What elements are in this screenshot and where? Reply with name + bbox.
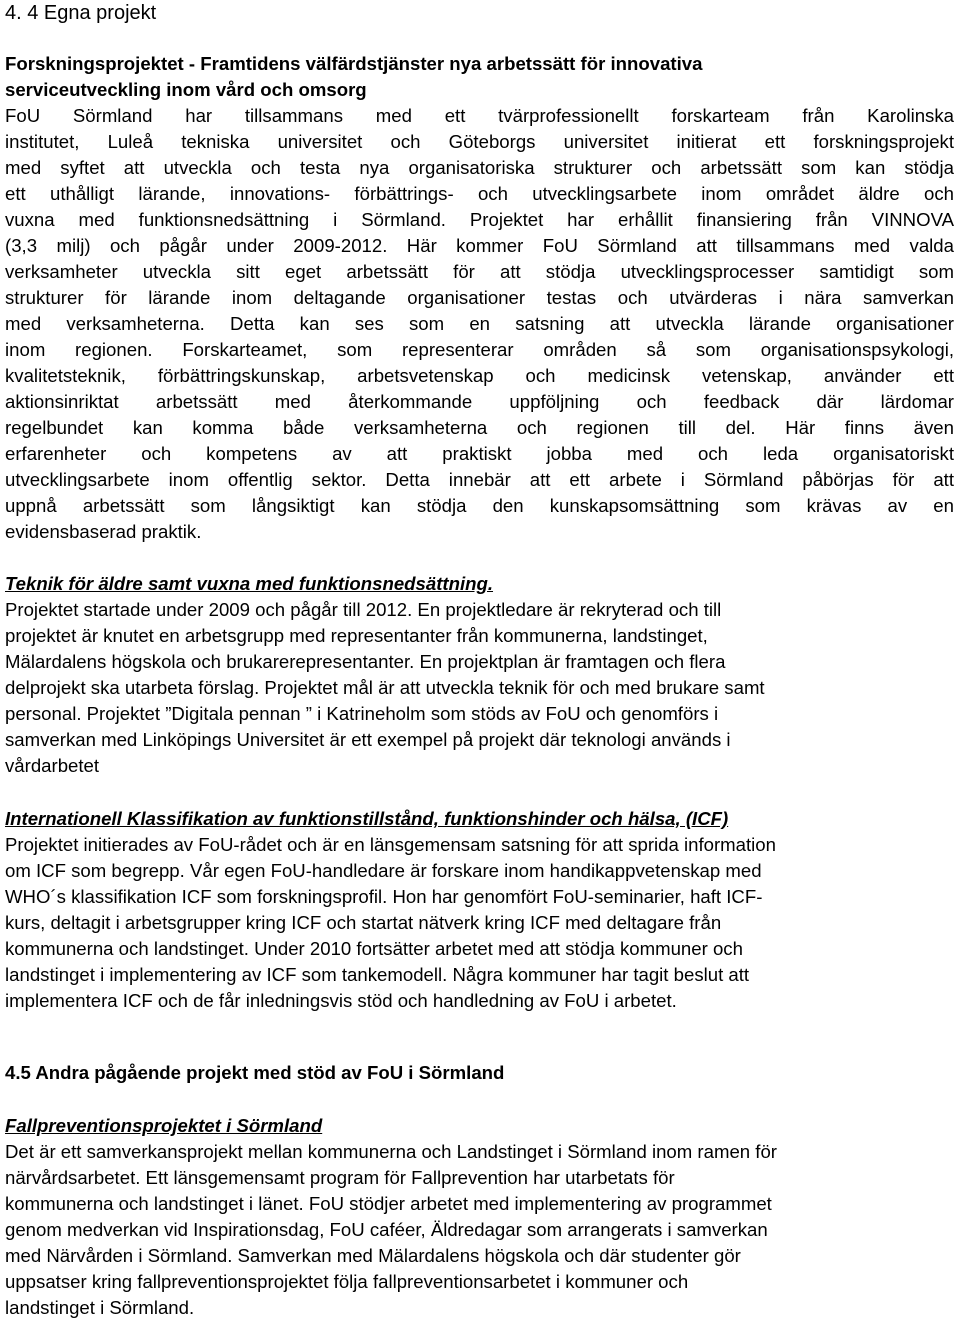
paragraph-line: personal. Projektet ”Digitala pennan ” i Katrineholm som stöds av FoU och genomförs i	[5, 703, 719, 724]
paragraph-line: med Närvården i Sörmland. Samverkan med Mälardalens högskola och där studenter gör	[5, 1245, 741, 1266]
paragraph-line: institutet, Luleå tekniska universitet och Göteborgs universitet initierat ett forskningsprojekt	[5, 131, 954, 152]
paragraph-line: evidensbaserad praktik.	[5, 521, 202, 542]
paragraph-line: landstinget i implementering av ICF som tankemodell. Några kommuner har tagit beslut att	[5, 964, 750, 985]
paragraph-line: FoU Sörmland har tillsammans med ett tvärprofessionellt forskarteam från Karolinska	[5, 105, 954, 126]
paragraph-line: (3,3 milj) och pågår under 2009-2012. Här kommer FoU Sörmland att tillsammans med valda	[5, 235, 954, 256]
paragraph-line: regelbundet kan komma både verksamheterna och regionen till del. Här finns även	[5, 417, 954, 438]
paragraph-line: vuxna med funktionsnedsättning i Sörmland. Projektet har erhållit finansiering från VINNOVA	[5, 209, 954, 230]
project-title-line-2: serviceutveckling inom vård och omsorg	[5, 79, 367, 100]
paragraph-line: erfarenheter och kompetens av att praktiskt jobba med och leda organisatoriskt	[5, 443, 954, 464]
paragraph-line: projektet är knutet en arbetsgrupp med representanter från kommunerna, landstinget,	[5, 625, 708, 646]
paragraph-line: implementera ICF och de får inledningsvis stöd och handledning av FoU i arbetet.	[5, 990, 677, 1011]
project-title: Teknik för äldre samt vuxna med funktionsnedsättning.	[5, 573, 494, 594]
paragraph-line: utvecklingsarbete inom offentlig sektor. Detta innebär att ett arbete i Sörmland påbörjas för att	[5, 469, 954, 490]
paragraph-line: kvalitetsteknik, förbättringskunskap, arbetsvetenskap och medicinsk vetenskap, använder ett	[5, 365, 954, 386]
project-title: Fallpreventionsprojektet i Sörmland	[5, 1115, 323, 1136]
paragraph-line: kommunerna och landstinget. Under 2010 fortsätter arbetet med att stödja kommuner och	[5, 938, 743, 959]
paragraph-line: strukturer för lärande inom deltagande organisationer testas och utvärderas i nära samverkan	[5, 287, 954, 308]
paragraph-line: kommunerna och landstinget i länet. FoU stödjer arbetet med implementering av programmet	[5, 1193, 772, 1214]
section-heading-4-5: 4.5 Andra pågående projekt med stöd av FoU i Sörmland	[5, 1062, 505, 1083]
paragraph-line: inom regionen. Forskarteamet, som representerar områden så som organisationspsykologi,	[5, 339, 954, 360]
paragraph-line: vårdarbetet	[5, 755, 100, 776]
section-heading-4-4: 4. 4 Egna projekt	[5, 2, 157, 24]
paragraph-line: kurs, deltagit i arbetsgrupper kring ICF och startat nätverk kring ICF med deltagare från	[5, 912, 722, 933]
paragraph-line: med verksamheterna. Detta kan ses som en satsning att utveckla lärande organisationer	[5, 313, 954, 334]
paragraph-line: verksamheter utveckla sitt eget arbetssätt för att stödja utvecklingsprocesser samtidigt som	[5, 261, 954, 282]
paragraph-line: aktionsinriktat arbetssätt med återkommande uppföljning och feedback där lärdomar	[5, 391, 954, 412]
paragraph-line: ett uthålligt lärande, innovations- förbättrings- och utvecklingsarbete inom området äldre och	[5, 183, 954, 204]
project-title: Internationell Klassifikation av funktionstillstånd, funktionshinder och hälsa, (ICF)	[5, 808, 729, 829]
paragraph-line: Mälardalens högskola och brukarerepresentanter. En projektplan är framtagen och flera	[5, 651, 726, 672]
paragraph-line: Det är ett samverkansprojekt mellan kommunerna och Landstinget i Sörmland inom ramen för	[5, 1141, 777, 1162]
paragraph-line: uppnå arbetssätt som långsiktigt kan stödja den kunskapsomsättning som krävas av en	[5, 495, 954, 516]
paragraph-line: WHO´s klassifikation ICF som forskningsprofil. Hon har genomfört FoU-seminarier, haft ICF-	[5, 886, 763, 907]
paragraph-line: landstinget i Sörmland.	[5, 1297, 195, 1318]
paragraph-line: närvårdsarbetet. Ett länsgemensamt program för Fallprevention har utarbetats för	[5, 1167, 675, 1188]
project-title-line-1: Forskningsprojektet - Framtidens välfärdstjänster nya arbetssätt för innovativa	[5, 53, 703, 74]
paragraph-line: uppsatser kring fallpreventionsprojektet följa fallpreventionsarbetet i kommuner och	[5, 1271, 689, 1292]
paragraph-line: Projektet startade under 2009 och pågår till 2012. En projektledare är rekryterad och till	[5, 599, 722, 620]
paragraph-line: delprojekt ska utarbeta förslag. Projektet mål är att utveckla teknik för och med brukare samt	[5, 677, 765, 698]
paragraph-line: om ICF som begrepp. Vår egen FoU-handledare är forskare inom handikappvetenskap med	[5, 860, 762, 881]
paragraph-line: Projektet initierades av FoU-rådet och är en länsgemensam satsning för att sprida information	[5, 834, 776, 855]
paragraph-line: genom medverkan vid Inspirationsdag, FoU caféer, Äldredagar som arrangerats i samverkan	[5, 1219, 768, 1240]
paragraph-line: samverkan med Linköpings Universitet är ett exempel på projekt där teknologi används i	[5, 729, 731, 750]
paragraph-line: med syftet att utveckla och testa nya organisatoriska strukturer och arbetssätt som kan stödja	[5, 157, 954, 178]
